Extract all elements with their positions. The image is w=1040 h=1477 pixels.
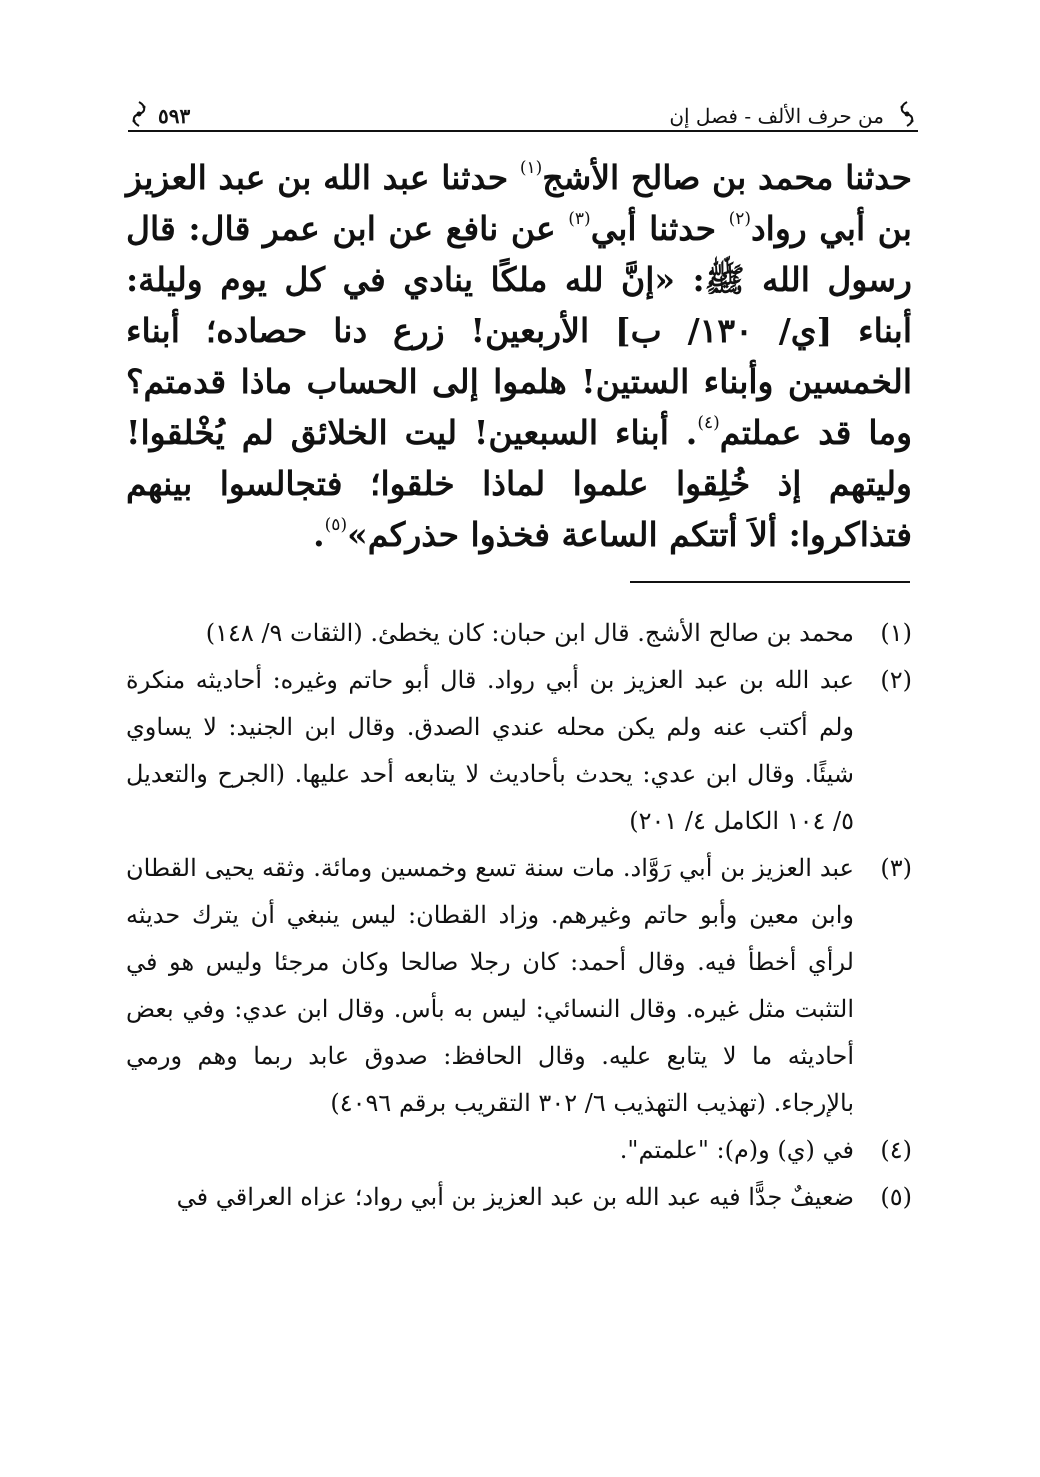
footnote-item	[126, 610, 912, 657]
footnote-number: (٤)	[880, 1136, 912, 1164]
footnote-separator	[630, 581, 910, 583]
footnote-item	[126, 657, 912, 845]
footnote-ref[interactable]: (١)	[519, 158, 543, 178]
footnote-ref[interactable]: (٢)	[728, 209, 751, 229]
ornament-right-icon	[896, 100, 918, 128]
footnote-item	[126, 845, 912, 1127]
footnote-ref[interactable]: (٥)	[324, 515, 348, 535]
text-segment: عن نافع عن ابن عمر قال: قال رسول الله ﷺ: «إنَّ لله ملكًا ينادي في كل يوم وليلة: أبناء [ي/ ١٣٠/ ب] الأربعين! زرع دنا حصاده؛ أبناء الخمسين وأبناء الستين! هلموا إلى الحساب ماذا قدمتم؟ وما قد عملتم	[126, 209, 913, 452]
footnote-text: محمد بن صالح الأشج. قال ابن حبان: كان يخطئ. (الثقات ٩/ ١٤٨)	[205, 619, 854, 647]
text-segment: حدثنا محمد بن صالح الأشج	[542, 158, 912, 197]
text-segment: .	[313, 515, 325, 554]
footnote-item	[126, 1174, 912, 1221]
hadith-paragraph	[126, 152, 912, 560]
footnote-number: (٢)	[880, 666, 912, 694]
text-segment: . أبناء السبعين! ليت الخلائق لم يُخْلقوا! وليتهم إذ خُلِقوا علموا لماذا خلقوا؛ فتجالسوا بينهم فتذاكروا: ألاَ أتتكم الساعة فخذوا حذركم»	[126, 413, 912, 554]
page-number: ٥٩٣	[152, 104, 196, 128]
footnote-text: عبد الله بن عبد العزيز بن أبي رواد. قال أبو حاتم وغيره: أحاديثه منكرة ولم أكتب عنه ولم يكن محله عندي الصدق. وقال ابن الجنيد: لا يساوي شيئًا. وقال ابن عدي: يحدث بأحاديث لا يتابعه أحد عليها. (الجرح والتعديل ٥/ ١٠٤ الكامل ٤/ ٢٠١)	[126, 666, 854, 835]
footnote-text: في (ي) و(م): "علمتم".	[619, 1136, 854, 1164]
footnote-text: عبد العزيز بن أبي رَوَّاد. مات سنة تسع وخمسين ومائة. وثقه يحيى القطان وابن معين وأبو حاتم وغيرهم. وزاد القطان: ليس ينبغي أن يترك حديثه لرأي أخطأ فيه. وقال أحمد: كان رجلا صالحا وكان مرجئا وليس هو في التثبت مثل غيره. وقال النسائي: ليس به بأس. وقال ابن عدي: وفي بعض أحاديثه ما لا يتابع عليه. وقال الحافظ: صدوق عابد ربما وهم ورمي بالإرجاء. (تهذيب التهذيب ٦/ ٣٠٢ التقريب برقم ٤٠٩٦)	[126, 854, 854, 1117]
running-title: من حرف الألف - فصل إن	[663, 104, 890, 128]
footnote-text: ضعيفٌ جدًّا فيه عبد الله بن عبد العزيز بن أبي رواد؛ عزاه العراقي في	[176, 1183, 854, 1211]
footnote-item	[126, 1127, 912, 1174]
footnote-number: (٣)	[880, 854, 912, 882]
page-header	[128, 82, 918, 138]
text-segment: حدثنا عبد الله بن عبد العزيز بن أبي رواد	[126, 158, 912, 248]
footnote-ref[interactable]: (٣)	[568, 209, 591, 229]
ornament-left-icon	[128, 100, 150, 128]
text-segment: حدثنا أبي	[590, 209, 729, 248]
footnote-number: (١)	[880, 619, 912, 647]
footnote-number: (٥)	[880, 1183, 912, 1211]
main-text	[126, 152, 912, 560]
footnote-ref[interactable]: (٤)	[697, 413, 720, 433]
footnotes	[126, 610, 912, 1221]
header-rule	[128, 130, 918, 132]
